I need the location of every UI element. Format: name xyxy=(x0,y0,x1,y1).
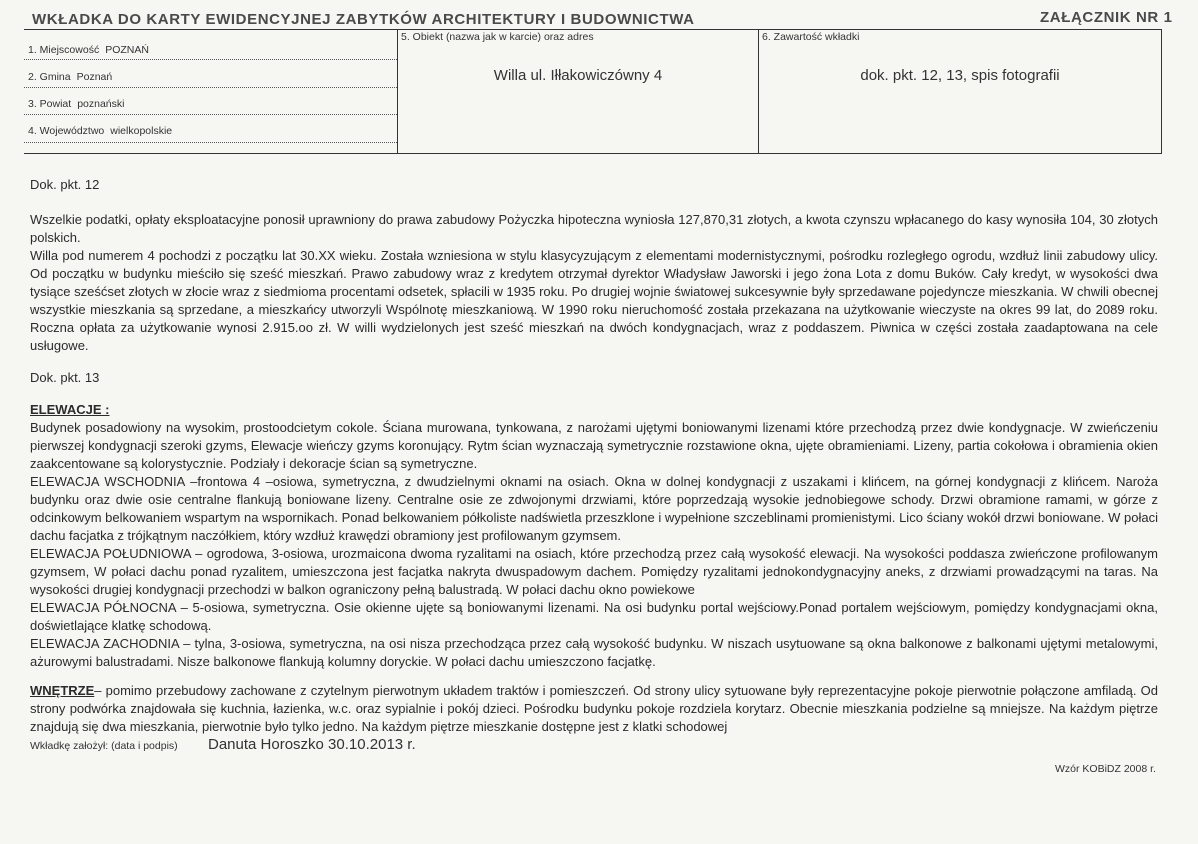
object-box-label: 5. Obiekt (nazwa jak w karcie) oraz adres xyxy=(401,31,594,43)
field-divider xyxy=(24,142,397,143)
created-by-label: Wkładkę założył: (data i podpis) xyxy=(30,740,178,752)
field-locality-value: POZNAŃ xyxy=(105,44,149,56)
north-elevation-paragraph: ELEWACJA PÓŁNOCNA – 5-osiowa, symetryczna. Osie okienne ujęte są boniowanymi lizenami. Na osi budynku portal wejściowy.Ponad portalem wejściowym, pomiędzy kondygnacjami okna, doświetlające klatkę schodową. xyxy=(30,600,1158,633)
field-divider xyxy=(24,114,397,115)
field-voivodeship-label: 4. Województwo xyxy=(28,125,105,137)
content-box-value: dok. pkt. 12, 13, spis fotografii xyxy=(860,67,1060,84)
field-locality-label: 1. Miejscowość xyxy=(28,44,100,56)
field-county-label: 3. Powiat xyxy=(28,98,72,110)
interior-text: – pomimo przebudowy zachowane z czytelnym pierwotnym układem traktów i pomieszczeń. Od strony ulicy sytuowane były reprezentacyjne pokoje pierwotnie połączone amfiladą. Od strony podwórka znajdowała się kuchnia, łazienka, w.c. oraz sypialnie i pokój dzieci. Pośrodku budynku pokoje rozdziela korytarz. Obecnie mieszkania podzielne są mniejsze. Na każdym piętrze znajdują się dwa mieszkania, pierwotnie było tylko jedno. Na każdym piętrze mieszkanie dostępne jest z klatki schodowej xyxy=(30,683,1158,734)
form-model-label: Wzór KOBiDZ 2008 r. xyxy=(1055,763,1156,775)
table-right-border xyxy=(1161,29,1162,153)
object-box-value: Willa ul. Iłłakowiczówny 4 xyxy=(493,67,663,84)
west-elevation-paragraph: ELEWACJA ZACHODNIA – tylna, 3-osiowa, symetryczna, na osi nisza przechodząca przez całą wysokość budynku. W niszach usytuowane są okna balkonowe z balkonami ujętymi metalowymi, ażurowymi balustradami. Nisze balkonowe flankują kolumny doryckie. W połaci dachu umieszczono facjatkę. xyxy=(30,636,1158,669)
document-header-title: WKŁADKA DO KARTY EWIDENCYJNEJ ZABYTKÓW ARCHITEKTURY I BUDOWNICTWA xyxy=(32,11,695,28)
column-divider-left xyxy=(397,29,398,153)
pkt12-paragraph-taxes: Wszelkie podatki, opłaty eksploatacyjne ponosił uprawniony do prawa zabudowy Pożyczka hipoteczna wyniosła 127,870,31 złotych, a kwota czynszu wpłacanego do kasy wynosiła 104, 30 złotych polskich. xyxy=(30,212,1158,245)
elevations-intro-paragraph: Budynek posadowiony na wysokim, prostoodcietym cokole. Ściana murowana, tynkowana, z narożami ujętymi boniowanymi lizenami które przechodzą przez dwie kondygnacje. W zwieńczeniu pierwszej kondygnacji szeroki gzyms, Elewacje wieńczy gzyms koronujący. Rytm ścian wyznaczają symetrycznie rozstawione okna, ujęte obramieniami. Lizeny, partia cokołowa i obramienia okien zaakcentowane są kolorystycznie. Podziały i dekoracje ścian są symetryczne. xyxy=(30,420,1158,471)
field-county xyxy=(28,98,124,110)
field-commune-value: Poznań xyxy=(76,71,113,83)
field-commune xyxy=(28,71,112,83)
content-box-label: 6. Zawartość wkładki xyxy=(762,31,860,43)
field-divider xyxy=(24,87,397,88)
section-heading-pkt13: Dok. pkt. 13 xyxy=(30,370,100,385)
field-county-value: poznański xyxy=(77,98,125,110)
elevations-heading: ELEWACJE : xyxy=(30,402,110,417)
column-divider-right xyxy=(758,29,759,153)
south-elevation-paragraph: ELEWACJA POŁUDNIOWA – ogrodowa, 3-osiowa, urozmaicona dwoma ryzalitami na osiach, które przechodzą przez całą wysokość elewacji. Na wysokości poddasza zwieńczone profilowanym gzymsem, W połaci dachu ponad ryzalitem, umieszczona jest facjatka nakryta dwuspadowym dachem. Pomiędzy ryzalitami jednokondygnacyjny aneks, z drzwiami prowadzącymi na taras. Na wysokości drugiej kondygnacji przechodzi w balkon ograniczony pełną balustradą. W połaci dachu okno powiekowe xyxy=(30,546,1158,597)
interior-heading: WNĘTRZE xyxy=(30,683,95,698)
section-heading-pkt12: Dok. pkt. 12 xyxy=(30,177,100,192)
field-divider xyxy=(24,59,397,60)
field-locality xyxy=(28,44,149,56)
field-commune-label: 2. Gmina xyxy=(28,71,71,83)
east-elevation-paragraph: ELEWACJA WSCHODNIA –frontowa 4 –osiowa, symetryczna, z dwudzielnymi oknami na osiach. Okna w dolnej kondygnacji z uszakami i klińcem, na górnej kondygnacji z klińcem. Naroża budynku oraz dwie osie centralne flankują boniowane lizeny. Centralne osie ze zdwojonymi drzwiami, które poprzedzają wysokie jednobiegowe schody. Drzwi obramione ramami, w górze z odcinkowym belkowaniem wspartym na wspornikach. Ponad belkowaniem półkoliste nadświetla przeszklone i wypełnione szczeblinami promienistymi. Lico ściany wokół drzwi boniowane. W połaci dachu facjatka z trójkątnym naczółkiem, który wzdłuż krawędzi obramiony jest profilowanym gzymsem. xyxy=(30,474,1158,543)
created-by-signature: Danuta Horoszko 30.10.2013 r. xyxy=(208,736,416,753)
table-bottom-border xyxy=(24,153,1162,154)
interior-paragraph xyxy=(30,682,1158,736)
field-voivodeship-value: wielkopolskie xyxy=(110,125,173,137)
annex-label: ZAŁĄCZNIK NR 1 xyxy=(1040,9,1173,26)
field-voivodeship xyxy=(28,125,172,137)
document-body xyxy=(30,176,1158,736)
table-top-border xyxy=(24,29,1162,30)
pkt12-paragraph-history: Willa pod numerem 4 pochodzi z początku lat 30.XX wieku. Została wzniesiona w stylu klasycyzującym z elementami modernistycznymi, pośrodku rozległego ogrodu, wzdłuż linii zabudowy ulicy. Od początku w budynku mieściło się sześć mieszkań. Prawo zabudowy wraz z kredytem otrzymał dyrektor Władysław Jaworski i jego żona Lota z domu Buków. Cały kredyt, w wysokości dwa tysiące sześćset złotych w złocie wraz z siedmioma procentami odsetek, spłacili w 1935 roku. Po drugiej wojnie światowej sukcesywnie były sprzedawane pojedyncze mieszkania. W chwili obecnej wszystkie mieszkania są sprzedane, a mieszkańcy utworzyli Wspólnotę mieszkaniową. W 1990 roku nieruchomość została przekazana na użytkowanie wieczyste na okres 99 lat, do 2089 roku. Roczna opłata za użytkowanie wynosi 2.915.oo zł. W willi wydzielonych jest sześć mieszkań na dwóch kondygnacjach, wraz z poddaszem. Piwnica w części została zaadaptowana na cele usługowe. xyxy=(30,248,1158,353)
